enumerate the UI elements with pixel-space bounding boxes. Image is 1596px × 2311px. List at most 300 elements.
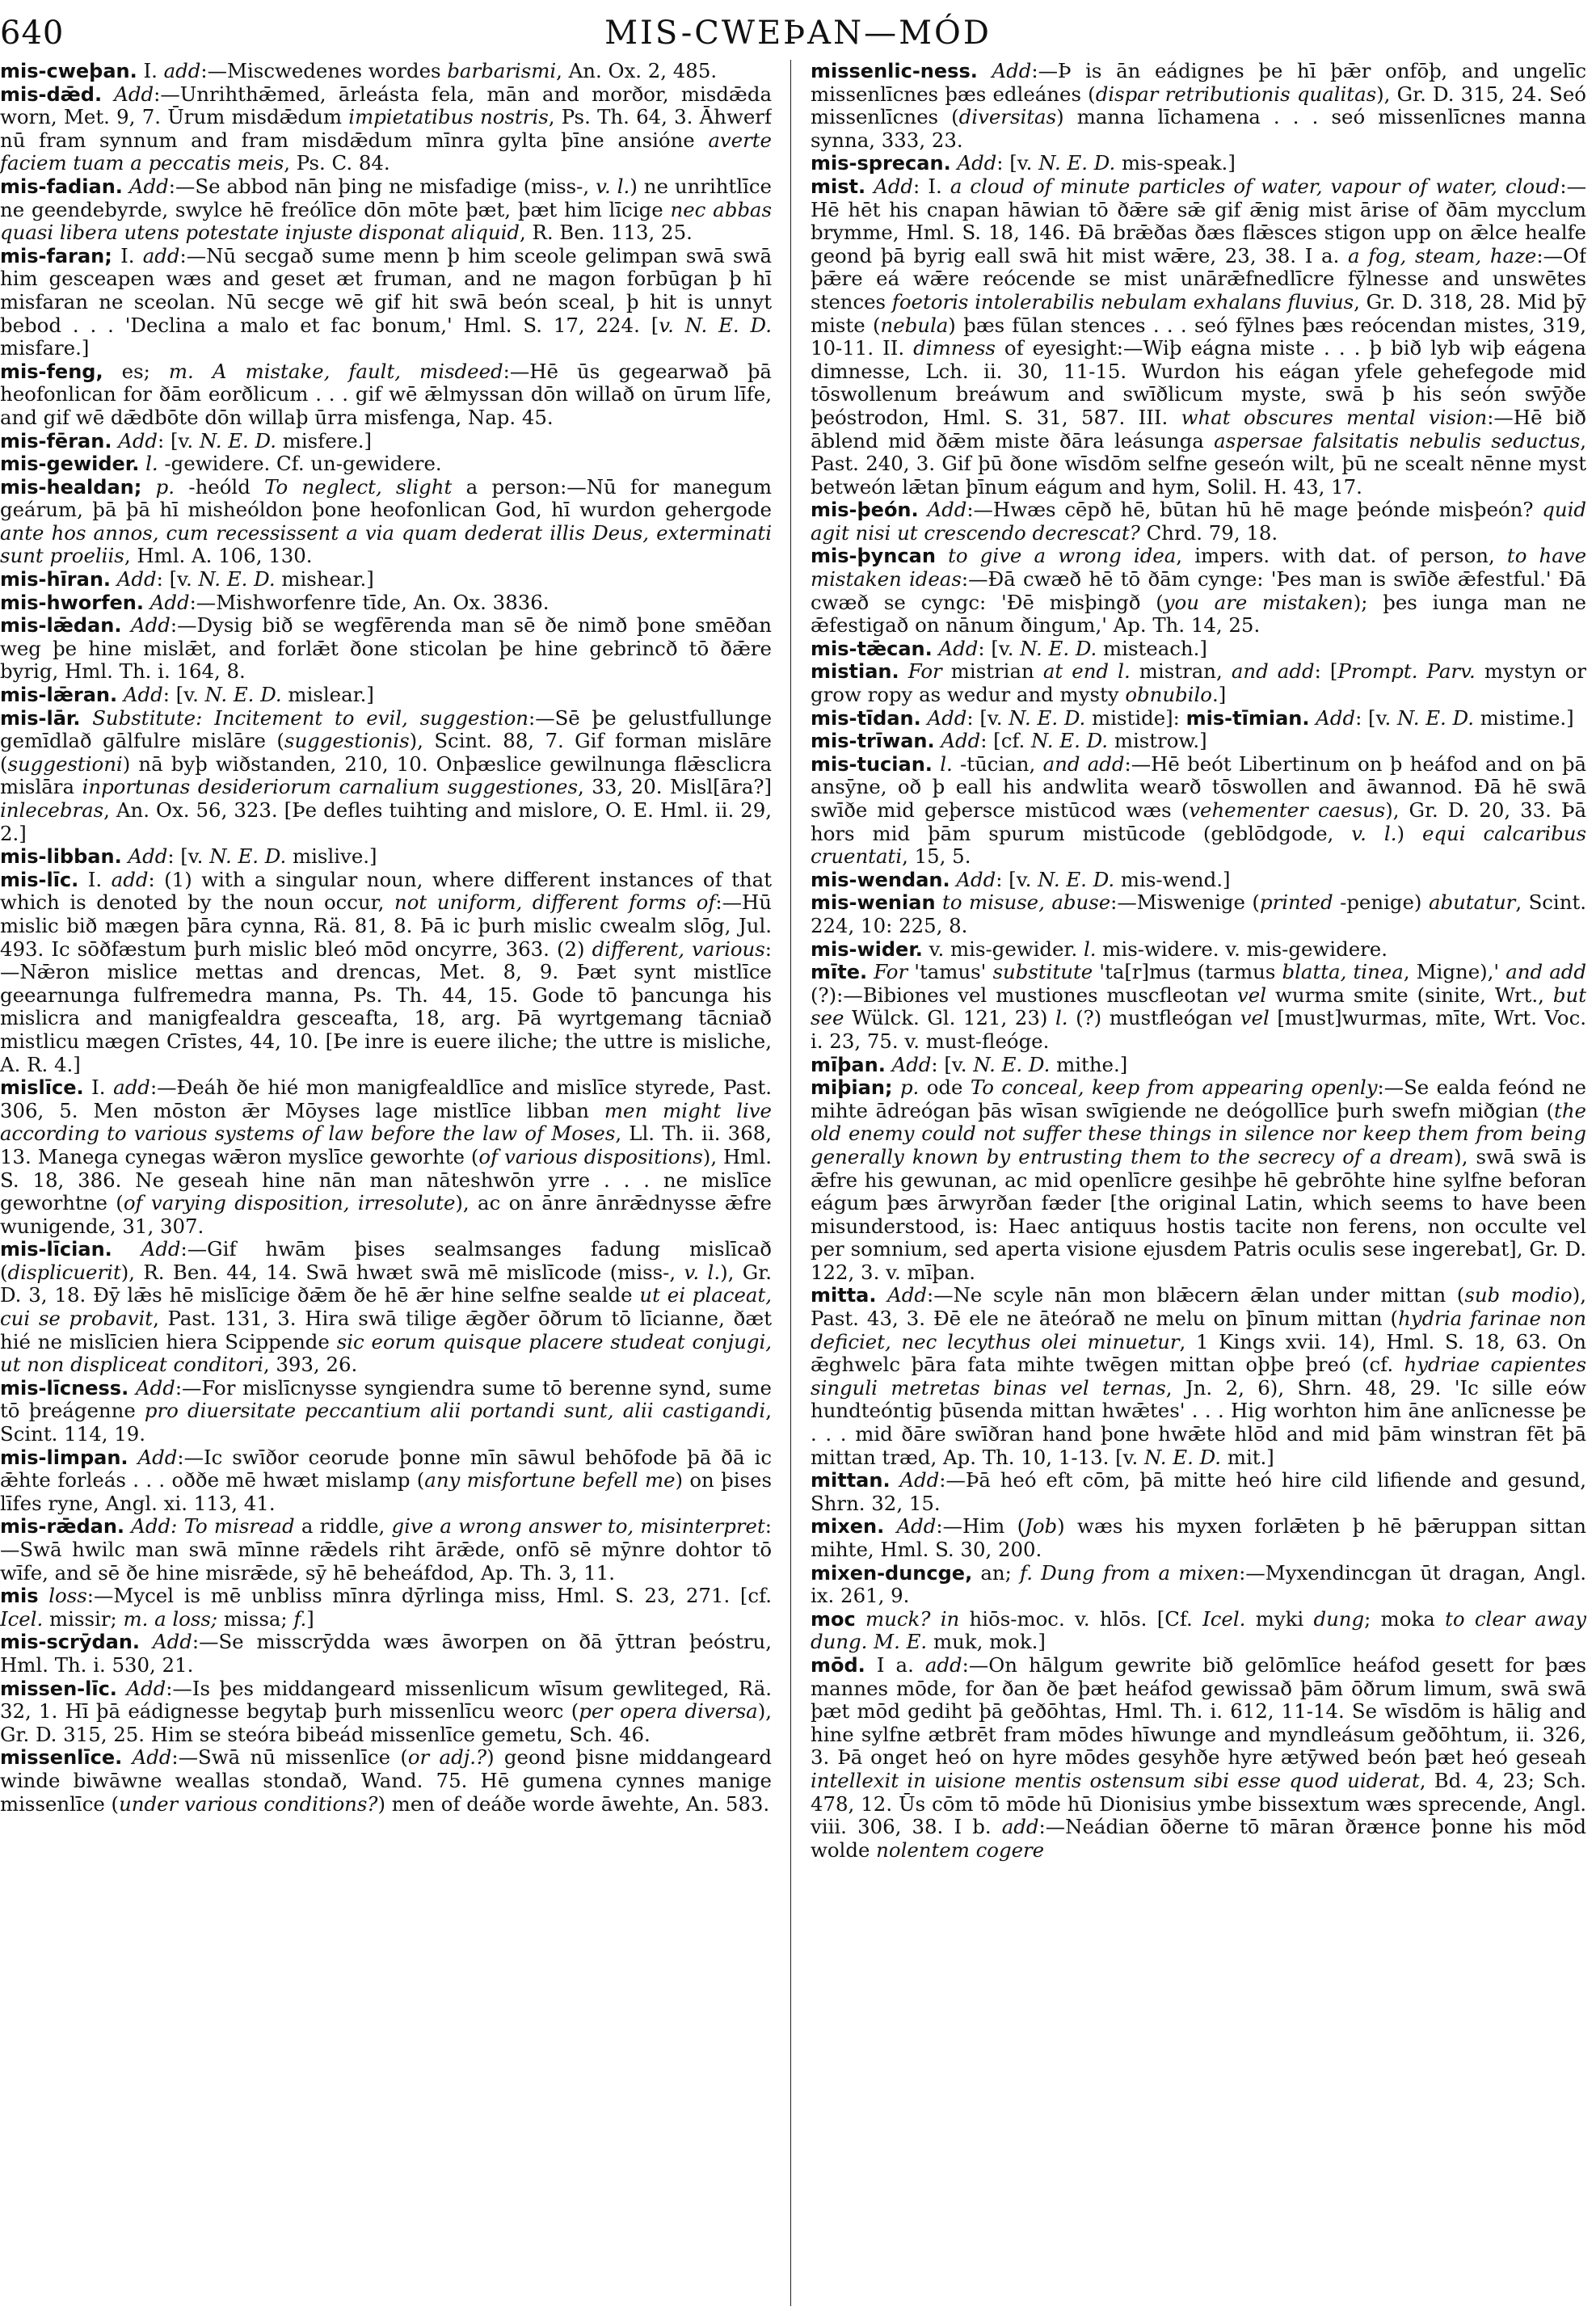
italic-text: v. l. xyxy=(1351,821,1397,845)
italic-text: muck? in xyxy=(865,1606,960,1631)
entry-text xyxy=(891,1468,900,1492)
headword: mis-tucian. xyxy=(811,752,933,776)
entry-text: :—Mycel is mē unbliss mīnra dȳrlinga miss, Hml. S. 23, 271. [cf. xyxy=(86,1584,772,1608)
headword: mis-healdan; xyxy=(0,475,142,499)
italic-text: Add xyxy=(927,498,967,522)
italic-text: nolentem cogere xyxy=(876,1837,1045,1862)
italic-text: abutatur xyxy=(1428,890,1516,915)
headword: mis-libban. xyxy=(0,845,122,869)
entry-text: :—Is þes middangeard missenlicum wīsum gewliteged, Rä. 32, 1. Hī þā eádignesse begytaþ þurh missenlīcu weorc ( xyxy=(0,1676,772,1724)
headword: mis-lǣran. xyxy=(0,684,118,707)
entry-text: :—Hē beót Libertinum on þ heáfod and on þā ansȳne, oð þ eall his andwlita wearð tōswollen and āwannod. Ðā hē swā swīðe mid geþerscе mistūcod wæs ( xyxy=(811,751,1586,822)
italic-text: N. E. D. xyxy=(1038,151,1116,175)
dictionary-entry xyxy=(0,845,772,869)
italic-text: Add xyxy=(128,174,169,198)
italic-text: the old enemy could not suffer these things in silence nor keep them from being generally known by entrusting them to the secrecy of a dream xyxy=(811,1098,1586,1168)
entry-text: I. xyxy=(112,243,143,267)
italic-text: nec abbas quasi libera utens potestate injuste disponat aliquid xyxy=(0,197,772,245)
italic-text: of various dispositions xyxy=(478,1144,703,1168)
headword: mis-þeón. xyxy=(811,499,919,522)
italic-text: ante hos annos, cum recessissent a via quam dederat illis Deus, exterminati sunt proeliis xyxy=(0,520,772,568)
entry-text: , An. Ox. 56, 323. [Þe defles tuihting and mislore, O. E. Hml. ii. 29, 2.] xyxy=(0,798,772,845)
entry-text: mistime.] xyxy=(1474,705,1574,730)
italic-text: obnubilo xyxy=(1125,683,1212,707)
italic-text: to give a wrong idea xyxy=(948,544,1177,568)
italic-text: N. E. D. xyxy=(1396,705,1475,730)
italic-text: Prompt. Parv. xyxy=(1337,659,1476,684)
entry-text: , 33, 20. Misl[āra?] xyxy=(577,775,772,799)
entry-text: , 15, 5. xyxy=(902,844,971,869)
italic-text: To conceal, keep from appearing openly xyxy=(970,1076,1378,1100)
dictionary-entry xyxy=(0,1515,772,1585)
dictionary-entry xyxy=(811,175,1586,499)
italic-text: blatta, tinea xyxy=(1282,960,1404,984)
entry-text: :—Miscwedenes wordes xyxy=(200,60,448,82)
italic-text: you are mistaken xyxy=(1163,590,1354,614)
italic-text: hydriae capientes singuli metretas binas vel ternas xyxy=(811,1353,1586,1400)
entry-text xyxy=(39,1584,49,1607)
entry-text: :—Myxendincgan ūt dragan, Angl. ix. 261, 9. xyxy=(811,1560,1586,1608)
headword: mis-limpan. xyxy=(0,1446,128,1469)
italic-text: vehementer caesus xyxy=(1189,798,1386,822)
italic-text: nebula xyxy=(880,313,949,337)
italic-text: Job xyxy=(1025,1514,1058,1539)
headword: mixen-duncge, xyxy=(811,1561,973,1585)
italic-text: Add xyxy=(126,1676,166,1700)
italic-text: under various conditions? xyxy=(119,1791,378,1816)
italic-text: and add xyxy=(1231,659,1315,684)
dictionary-entry xyxy=(811,1654,1586,1862)
headword: mis-wenian xyxy=(811,891,936,915)
italic-text: N. E. D. xyxy=(199,428,276,453)
italic-text: to have mistaken ideas xyxy=(811,544,1586,591)
italic-text: l. xyxy=(940,751,953,776)
italic-text: Add xyxy=(123,683,163,707)
italic-text: N. E. D. xyxy=(204,683,282,707)
entry-text: mistrian xyxy=(941,659,1043,684)
headword: mis-gewider. xyxy=(0,453,140,476)
entry-text xyxy=(117,683,124,706)
italic-text: Add xyxy=(131,613,171,638)
entry-text: : [v. xyxy=(931,1052,974,1076)
italic-text: equi calcaribus cruentati xyxy=(811,821,1586,869)
italic-text: vel xyxy=(1240,1006,1270,1030)
dictionary-entry xyxy=(811,753,1586,869)
headword: mixen. xyxy=(811,1515,885,1539)
italic-text: diversitas xyxy=(958,105,1057,129)
headword: mist. xyxy=(811,175,866,198)
entry-text: ) xyxy=(1396,821,1422,845)
entry-text: :—On hālgum gewrite bið gelōmlīce heáfod gesett for þæs mannes mōde, for ðan ðe þæt heáfod gewissað þām ōðrum limum, swā swā þæt mōd gediht þā geðōhtas, Hml. Th. i. 612, 11-14. Se wīsdōm is hālig and hine sylfne ætbrēt fram mōdes hīwunge and myndleásum geðōhtum, ii. 326, 3. Þā onget heó on hyre mōdes gesyhðe hyre ætȳwed beón þæt heó geseah xyxy=(811,1652,1586,1770)
italic-text: Add xyxy=(874,174,914,198)
entry-text: I. xyxy=(137,60,164,82)
italic-text: suggestioni xyxy=(7,751,123,776)
entry-text: , 393, 26. xyxy=(263,1353,358,1377)
entry-text: mistide]: xyxy=(1085,705,1186,730)
italic-text: l. xyxy=(1083,937,1097,961)
headword: moc xyxy=(811,1607,856,1631)
dictionary-entry xyxy=(0,1677,772,1747)
headword: mitta. xyxy=(811,1284,877,1307)
dictionary-entry xyxy=(0,1746,772,1816)
italic-text: Add xyxy=(938,636,979,660)
entry-text: : [v. xyxy=(996,867,1038,891)
italic-text: suggestionis xyxy=(284,729,410,753)
entry-text: ), Gr. D. 315, 25. Him se steóra bibeád missenlīce gemetu, Sch. 46. xyxy=(0,1699,772,1746)
dictionary-entry xyxy=(811,638,1586,661)
headword: mis-cweþan. xyxy=(0,60,137,82)
entry-text: (?):—Bibiones vel mustiones muscfleotan xyxy=(811,983,1237,1007)
entry-text xyxy=(140,1630,153,1653)
dictionary-entry xyxy=(811,730,1586,753)
italic-text: dispar retributionis qualitas xyxy=(1095,82,1377,106)
entry-text: ) nā byþ wiðstanden, 210, 10. Onþæslice gewilnunga flǣsclicra mislāra xyxy=(0,751,772,799)
entry-text: :—Ic swīðor ceorude þonne mīn sāwul behōfode þā ðā ic ǣhte forleás . . . oððe mē hwæt mislamp ( xyxy=(0,1445,772,1492)
dictionary-entry xyxy=(0,360,772,430)
entry-text: , impers. with dat. of person, xyxy=(1176,544,1507,568)
dictionary-entry xyxy=(0,614,772,684)
entry-text: wurma smite (sinite, Wrt., xyxy=(1266,983,1553,1007)
entry-text xyxy=(899,659,908,683)
italic-text: sub modio xyxy=(1464,1283,1573,1307)
headword: mis-sprecan. xyxy=(811,152,951,175)
entry-text: :—Of þǣre eá wǣre reócende se mist unārǣfnedlīcre fȳlnesse and unswētes stences xyxy=(811,243,1586,314)
entry-text: :—Se abbod nān þing ne misfadige (miss-, xyxy=(168,174,596,198)
headword: mittan. xyxy=(811,1469,891,1492)
entry-text: mis-wend.] xyxy=(1114,867,1231,891)
entry-text: :—Se ealda feónd ne mihte ādreógan þās wīsan swīgiende ne deógollīce þurh swefn miðgian ( xyxy=(811,1076,1586,1122)
entry-text: mis-speak.] xyxy=(1115,151,1236,175)
italic-text: inportunas desideriorum carnalium suggestiones xyxy=(82,775,578,799)
italic-text: Add xyxy=(132,1745,172,1770)
entry-text: , Ps. C. 84. xyxy=(284,151,390,175)
italic-text: Add xyxy=(896,1514,937,1539)
entry-text: .] xyxy=(1211,683,1227,707)
headword: mōd. xyxy=(811,1653,865,1677)
dictionary-entry xyxy=(0,175,772,245)
dictionary-entry xyxy=(0,568,772,591)
entry-text: :—Swā nū missenlīce ( xyxy=(171,1745,408,1770)
entry-text: , Past. 131, 3. Hira swā tilige ǣgðer ōðrum tō līcianne, ðæt hié ne mislīcien hiera Scippende xyxy=(0,1307,772,1353)
italic-text: to clear away dung. M. E. xyxy=(811,1606,1586,1654)
entry-text: mystyn or grow ropy as wedur and mysty xyxy=(811,659,1586,707)
headword: mis-wendan. xyxy=(811,868,950,891)
italic-text: but see xyxy=(811,983,1586,1030)
entry-text: hiōs-moc. v. hlōs. [Cf. xyxy=(959,1606,1203,1631)
headword: mislīce. xyxy=(0,1076,84,1100)
headword: mis-scrȳdan. xyxy=(0,1631,141,1654)
entry-text: : [v. xyxy=(966,705,1009,730)
italic-text: substitute xyxy=(992,960,1093,984)
dictionary-entry xyxy=(0,60,772,83)
italic-text: Add xyxy=(992,60,1032,82)
italic-text: quid agit nisi ut crescendo decrescat? xyxy=(811,498,1586,545)
entry-text: : [v. xyxy=(158,428,200,453)
italic-text: add xyxy=(1001,1815,1039,1839)
entry-text: misteach.] xyxy=(1097,636,1207,660)
entry-text: ), ac on ānre ānrǣdnysse ǣfre wunigende, 31, 307. xyxy=(0,1191,772,1238)
italic-text: Add xyxy=(899,1468,940,1492)
entry-text: , R. Ben. 113, 25. xyxy=(520,221,693,245)
entry-text: mithe.] xyxy=(1050,1052,1128,1076)
entry-text: I. xyxy=(78,867,112,891)
italic-text: any misfortune befell me xyxy=(424,1468,676,1492)
entry-text: :—Þ is ān eádignes þe hī þǣr onfōþ, and ungelīc missenlīcnes þæs edleánes ( xyxy=(811,60,1586,106)
italic-text: add xyxy=(111,867,149,891)
entry-text: : [v. xyxy=(996,151,1039,175)
entry-text: :—Dysig bið se wegfērenda man sē ðe nimð þone smēðan weg þe hine mislǣt, and forlǣt ðone sticolan þe hine gebrincð tō ðǣre byrig, Hml. Th. i. 164, 8. xyxy=(0,613,772,684)
entry-text: 'tamus' xyxy=(907,960,993,984)
entry-text: :—Nǣron mislice mettas and drencas, Met. 8, 9. Þæt synt mistlīce geearnunga fulfremedra manna, Ps. Th. 44, 15. Gode tō þancunga his mislicra and manigfealdra gesceafta, 18, arg. Þā wyrtgemang tācniað mistlicu mægen Crīstes, 44, 10. [Þe inre is euere iliche; the uttre is misliche, A. R. 4.] xyxy=(0,937,772,1076)
dictionary-entry xyxy=(0,1076,772,1238)
italic-text: add xyxy=(163,60,201,82)
dictionary-entry xyxy=(0,476,772,568)
entry-text: ode xyxy=(919,1076,971,1100)
headword: mis-līc. xyxy=(0,868,79,891)
italic-text: Add xyxy=(153,1630,192,1654)
entry-text: , Ps. Th. 64, 3. Āhwerf nū fram synnum and fram misdǣdum mīnra gylta þīne ansióne xyxy=(0,105,772,152)
entry-text: -heóld xyxy=(175,474,265,499)
italic-text: Add xyxy=(956,867,996,891)
italic-text: N. E. D. xyxy=(209,844,287,869)
dictionary-entry xyxy=(0,1631,772,1677)
italic-text: To neglect, slight xyxy=(264,474,453,499)
entry-text: , Migne),' xyxy=(1403,960,1506,984)
entry-text xyxy=(111,567,117,591)
headword: missen-līc. xyxy=(0,1677,117,1700)
entry-text: , Past. 240, 3. Gif þū ðone wīsdōm selfne geseón wilt, þū ne scealt nēnne myst betweón lǣtan þīnum eágum and hym, Solil. H. 43, 17. xyxy=(811,428,1586,499)
headword: mis-hworfen. xyxy=(0,591,144,614)
italic-text: Add xyxy=(114,82,154,106)
entry-text: I. xyxy=(83,1076,114,1100)
entry-text: :—Hē hēt his cnapan hāwian tō ðǣre sǣ gif ǣnig mist ārise of ðām mycclum brymme, Hml. S. 18, 146. Ðā brǣðas ðæs flǣsces stigon upp on ǣlce healfe geond þā byrig eall swā hit mist wǣre, 23, 38. I a. xyxy=(811,174,1586,267)
entry-text: -gewidere. Cf. un-gewidere. xyxy=(158,452,442,476)
italic-text: dimness xyxy=(913,336,996,360)
italic-text: Add xyxy=(137,1445,178,1469)
dictionary-entry xyxy=(811,545,1586,637)
entry-text xyxy=(867,960,874,983)
entry-text: Chrd. 79, 18. xyxy=(1139,520,1278,545)
dictionary-entry xyxy=(811,499,1586,545)
italic-text: not uniform, different forms of xyxy=(394,890,716,915)
entry-text: , Ll. Th. ii. 368, 13. Manega cynegas wǣron myslīce geworhte ( xyxy=(0,1122,772,1168)
entry-text: misfare.] xyxy=(0,336,90,360)
entry-text: ), Gr. D. 3, 18. Ðȳ lǣs hē mislīcige ðǣm ðe hē ǣr hine selfne sealde xyxy=(0,1260,772,1307)
italic-text: loss xyxy=(48,1584,87,1608)
entry-text: mistran, xyxy=(1130,659,1232,684)
dictionary-entry xyxy=(0,869,772,1076)
italic-text: Substitute: Incitement to evil, suggestion xyxy=(92,705,528,730)
italic-text: and add xyxy=(1505,960,1586,984)
italic-text: barbarismi xyxy=(447,60,557,82)
headword: mistian. xyxy=(811,660,899,684)
italic-text: f. xyxy=(293,1606,307,1631)
italic-text: v. l. xyxy=(684,1260,721,1284)
italic-text: v. N. E. D. xyxy=(659,313,772,337)
dictionary-entry xyxy=(811,1562,1586,1608)
dictionary-entry xyxy=(0,1238,772,1377)
italic-text: add xyxy=(142,243,180,267)
entry-text xyxy=(122,1745,132,1769)
headword: mis-lǣdan. xyxy=(0,614,122,638)
headword: missenlic-ness. xyxy=(811,60,978,82)
italic-text: hydria farinae non deficiet, nec lecythus olei minuetur xyxy=(811,1307,1586,1353)
italic-text: what obscures mental vision xyxy=(1181,405,1488,429)
entry-text xyxy=(884,1514,896,1538)
dictionary-entry xyxy=(811,1608,1586,1654)
entry-text: ) geond þisne middangeard winde biwāwne weallas stondað, Wand. 75. Hē gumena cynnes manige missenlīce ( xyxy=(0,1745,772,1816)
italic-text: N. E. D. xyxy=(198,567,276,591)
entry-text: , Hml. A. 106, 130. xyxy=(124,544,313,568)
entry-text: : [v. xyxy=(1355,705,1397,730)
headword: mis-feng, xyxy=(0,360,103,383)
entry-text: myki xyxy=(1245,1606,1314,1631)
dictionary-entry xyxy=(811,938,1586,962)
italic-text: Add xyxy=(135,1375,175,1400)
entry-text: :—Him ( xyxy=(936,1514,1025,1539)
entry-text: of eyesight:—Wiþ eágna miste . . . þ bið lyb wiþ eágena dimnesse, Lch. ii. 30, 11-15. Wurdon his eágan yfele gehefegode mid tōswollenum breáwum and swīðlicum myste, swā þ his seón swȳðe þeóstrodon, Hml. S. 31, 587. III. xyxy=(811,336,1586,429)
entry-text: -penige) xyxy=(1333,890,1429,915)
entry-text: :—Unrihthǣmed, ārleásta fela, mān and morðor, misdǣda worn, Met. 9, 7. Ūrum misdǣdum xyxy=(0,82,772,129)
italic-text: Add xyxy=(128,844,168,869)
headword: mis-þyncan xyxy=(811,545,936,568)
italic-text: Add xyxy=(141,1237,181,1261)
italic-text: N. E. D. xyxy=(1144,1445,1222,1469)
italic-text: give a wrong answer to, misinterpret xyxy=(391,1514,765,1539)
italic-text: foetoris intolerabilis nebulam exhalans fluvius xyxy=(891,289,1354,314)
italic-text: inlecebras xyxy=(0,798,104,822)
entry-text xyxy=(978,60,992,82)
entry-text: v. mis-gewider. xyxy=(922,937,1084,961)
entry-text: ), Hml. S. 18, 386. Ne geseah hine nān man nāteshwōn yrre . . . ne mislīce geworhtne ( xyxy=(0,1144,772,1215)
italic-text: Add xyxy=(118,428,158,453)
entry-text: : I. xyxy=(913,174,950,198)
entry-text: , 1 Kings xvii. 14), Hml. S. 18, 63. On ǣghwelc þāra fata mihte twēgen mittan oþþe þreó (cf. xyxy=(811,1329,1586,1377)
italic-text: and add xyxy=(1042,751,1125,776)
entry-text xyxy=(933,752,940,776)
entry-text: muk, mok.] xyxy=(927,1630,1046,1654)
entry-text xyxy=(936,890,943,914)
entry-text: :—Hē ūs gegearwað þā heofonlican for ðām eorðlicum . . . gif wē ǣlmyssan dōn willað on ūrum līfe, and gif wē dǣdbōte dōn willaþ ūrra misfenga, Nap. 45. xyxy=(0,359,772,429)
italic-text: Add xyxy=(957,151,997,175)
page-number: 640 xyxy=(0,15,65,52)
entry-text: -tūcian, xyxy=(952,751,1043,776)
entry-text: ) ne unrihtlīce ne geendebyrde, swylce hē freólīce dōn mōte þæt, þæt him līcige xyxy=(0,174,772,221)
entry-text: ), Scint. 88, 7. Gif forman mislāre ( xyxy=(0,729,772,776)
entry-text: :—Nū secgað sume menn þ him sceole gelimpan swā swā him gesceapen wæs and geset æt fruman, and ne magon forbūgan þ hī misfaran ne sceolan. Nū secge wē gif hit swā beón sceal, þ hit is unnyt bebod . . . 'Declina a malo et fac bonum,' Hml. S. 17, 224. [ xyxy=(0,243,772,337)
dictionary-entry xyxy=(0,1446,772,1516)
entry-text: , Bd. 4, 23; Sch. 478, 12. Ūs cōm tō mōde hū Dionisius ymbe bissextum wæs sprecende, Angl. viii. 306, 38. I b. xyxy=(811,1768,1586,1839)
italic-text: add xyxy=(113,1076,150,1100)
dictionary-entry xyxy=(811,1076,1586,1284)
entry-text: :—Hwæs cēpð hē, būtan hū hē mage þeónde misþeón? xyxy=(966,498,1543,522)
entry-text: missa; xyxy=(217,1606,294,1631)
entry-text xyxy=(117,1677,126,1700)
italic-text: f. Dung from a mixen xyxy=(1020,1560,1240,1585)
italic-text: displicuerit xyxy=(7,1260,121,1284)
dictionary-entry xyxy=(811,152,1586,175)
italic-text: pro diuersitate peccantium alii portandi sunt, alii castigandi xyxy=(144,1399,766,1423)
dictionary-entry xyxy=(811,1054,1586,1077)
entry-text: :—Ðā cwæð hē tō ðām cynge: 'Þes man is swīðe ǣfestful.' Ðā cwæð se cyngc: 'Ðē misþingð ( xyxy=(811,567,1586,614)
italic-text: Add xyxy=(891,1052,932,1076)
headword: mis-fēran. xyxy=(0,429,112,453)
entry-text xyxy=(123,175,129,198)
entry-text: : [ xyxy=(1314,659,1338,684)
entry-text: Wülck. Gl. 121, 23) xyxy=(844,1006,1055,1030)
headword: mis-hīran. xyxy=(0,568,112,591)
entry-text xyxy=(865,175,874,198)
headword: mis-līcian. xyxy=(0,1238,112,1261)
entry-text xyxy=(128,1446,138,1469)
dictionary-entry xyxy=(0,684,772,707)
entry-text: , An. Ox. 2, 485. xyxy=(556,60,718,82)
italic-text: m. a loss; xyxy=(123,1606,218,1631)
entry-text xyxy=(139,452,145,475)
entry-text: es; xyxy=(103,359,169,383)
italic-text: ut ei placeat, cui se probavit xyxy=(0,1283,772,1331)
dictionary-entry xyxy=(811,1469,1586,1515)
italic-text: averte faciem tuam a peccatis meis xyxy=(0,128,772,175)
italic-text: different, various xyxy=(592,937,765,961)
headword: mis xyxy=(0,1585,39,1608)
italic-text: impietatibus nostris xyxy=(348,105,549,129)
dictionary-entry xyxy=(811,869,1586,892)
dictionary-entry xyxy=(0,707,772,846)
headword: mis-faran; xyxy=(0,244,112,267)
italic-text: or adj.? xyxy=(407,1745,487,1770)
entry-text: mis-widere. v. mis-gewidere. xyxy=(1096,937,1388,961)
entry-text: :—Sē þe gelustfullunge gemīdlað gālfulre mislāre ( xyxy=(0,705,772,753)
italic-text: For xyxy=(907,659,942,684)
dictionary-entry xyxy=(0,245,772,360)
entry-text: :—Ðeáh ðe hié mon manigfealdlīce and mislīce styrede, Past. 306, 5. Men mōston ǣr Mōyses lage mistlīce libban xyxy=(0,1076,772,1122)
entry-text xyxy=(80,706,92,730)
dictionary-entry xyxy=(0,430,772,453)
entry-text: mit.] xyxy=(1221,1445,1274,1469)
italic-text: Add xyxy=(116,567,157,591)
entry-text: ] xyxy=(306,1606,314,1631)
italic-text: Add xyxy=(887,1283,927,1307)
italic-text: aspersae falsitatis nebulis seductus xyxy=(1214,428,1581,453)
entry-text xyxy=(933,637,939,660)
italic-text: sic eorum quisque placere studeat conjugi, ut non displiceat conditori xyxy=(0,1329,772,1377)
italic-text: N. E. D. xyxy=(973,1052,1051,1076)
italic-text: of varying disposition, irresolute xyxy=(123,1191,456,1215)
entry-text: : [v. xyxy=(162,683,205,707)
entry-text: misfere.] xyxy=(276,428,373,453)
entry-text: a riddle, xyxy=(294,1514,392,1539)
running-head: MIS-CWEÞAN—MÓD xyxy=(604,15,992,52)
entry-text: :—Ne scyle nān mon blǣcern ǣlan under mittan ( xyxy=(926,1283,1465,1307)
entry-text: : [v. xyxy=(167,844,210,869)
italic-text: N. E. D. xyxy=(1031,729,1109,753)
dictionary-entry xyxy=(0,453,772,476)
italic-text: p. xyxy=(899,1076,920,1100)
entry-text: :—Se misscrȳdda wæs āworpen on ðā ȳttran þeóstru, Hml. Th. i. 530, 21. xyxy=(0,1630,772,1677)
italic-text: a cloud of minute particles of water, vapour of water, cloud xyxy=(950,174,1560,198)
entry-text xyxy=(144,591,150,614)
entry-text: a person:—Nū for manegum geárum, þā þā hī misheóldon þone heofonlican God, hī wurdon gehergode xyxy=(0,474,772,522)
italic-text: Icel. xyxy=(1202,1606,1246,1631)
entry-text xyxy=(877,1283,888,1307)
italic-text: add xyxy=(924,1652,962,1677)
entry-text: mishear.] xyxy=(275,567,374,591)
entry-text: mistrow.] xyxy=(1108,729,1207,753)
entry-text: 'ta[r]mus (tarmus xyxy=(1093,960,1282,984)
entry-text: mislear.] xyxy=(281,683,374,707)
headword: mis-trīwan. xyxy=(811,730,935,753)
